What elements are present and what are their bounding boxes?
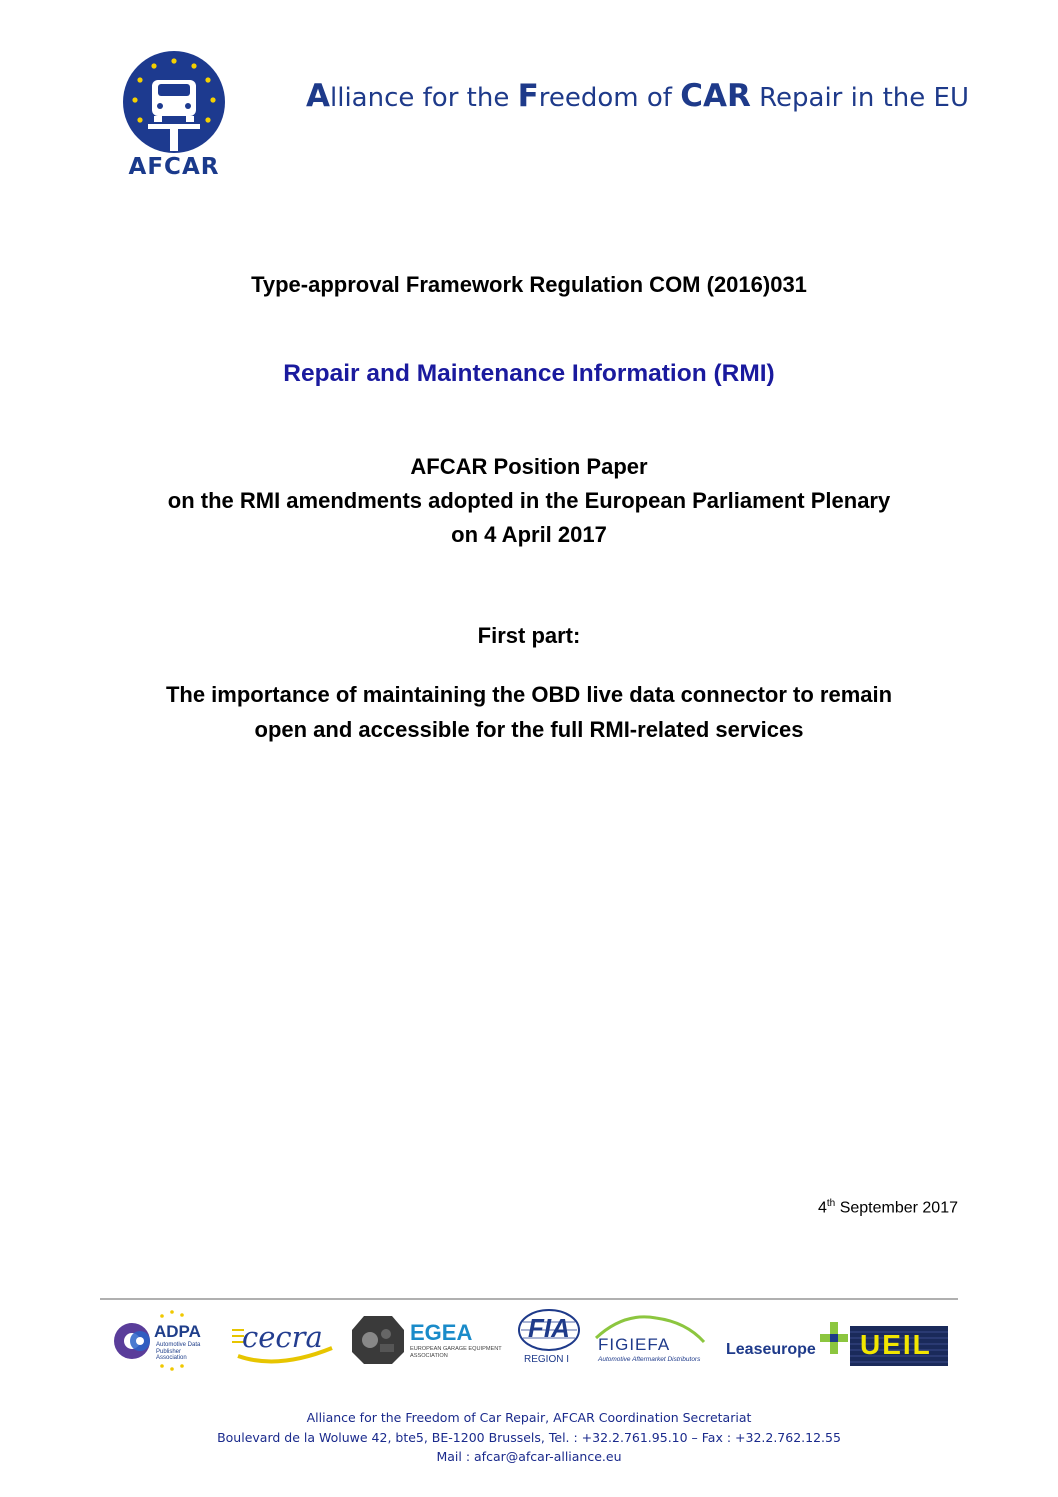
first-part-label: First part: xyxy=(477,623,581,648)
adpa-logo: ADPA Automotive Data Publisher Association xyxy=(110,1308,210,1372)
importance-line: The importance of maintaining the OBD live data connector to remain xyxy=(165,682,893,707)
footer-line: Boulevard de la Woluwe 42, bte5, BE-1200 Brussels, Tel. : +32.2.761.95.10 – Fax : +32.2.762.12.55 xyxy=(217,1429,841,1445)
importance-line: open and accessible for the full RMI-related services xyxy=(254,717,804,742)
logo-caption: AFCAR xyxy=(128,154,220,180)
title-part: F xyxy=(517,78,539,114)
footer-divider xyxy=(100,1298,958,1300)
header-title xyxy=(306,78,1006,114)
document-date: 4th September 2017 xyxy=(818,1198,958,1217)
title-part: Repair in the EU xyxy=(750,83,969,113)
regulation-title: Type-approval Framework Regulation COM (2016)031 xyxy=(251,272,807,297)
cecra-logo: cecra xyxy=(228,1308,336,1372)
title-part: reedom of xyxy=(538,83,681,113)
title-part: CAR xyxy=(680,78,751,114)
position-paper-line: AFCAR Position Paper xyxy=(410,454,648,479)
footer-address xyxy=(100,1408,958,1467)
ueil-logo: UEIL xyxy=(850,1308,950,1372)
title-part: A xyxy=(306,78,330,114)
title-part: lliance for the xyxy=(330,83,518,113)
egea-logo: EGEA EUROPEAN GARAGE EQUIPMENT ASSOCIATION xyxy=(350,1308,512,1372)
position-paper-heading xyxy=(60,450,998,552)
figiefa-logo: FIGIEFA Automotive Aftermarket Distributors xyxy=(594,1308,708,1372)
footer-email[interactable]: Mail : afcar@afcar-alliance.eu xyxy=(436,1449,622,1464)
importance-heading xyxy=(60,677,998,747)
leaseurope-logo: Leaseurope xyxy=(724,1308,848,1372)
fia-logo: FIA REGION I xyxy=(517,1308,581,1372)
footer-line: Alliance for the Freedom of Car Repair, AFCAR Coordination Secretariat xyxy=(306,1410,752,1425)
position-paper-line: on the RMI amendments adopted in the European Parliament Plenary xyxy=(167,488,891,513)
position-paper-line: on 4 April 2017 xyxy=(451,522,607,547)
rmi-title: Repair and Maintenance Information (RMI) xyxy=(283,360,775,387)
